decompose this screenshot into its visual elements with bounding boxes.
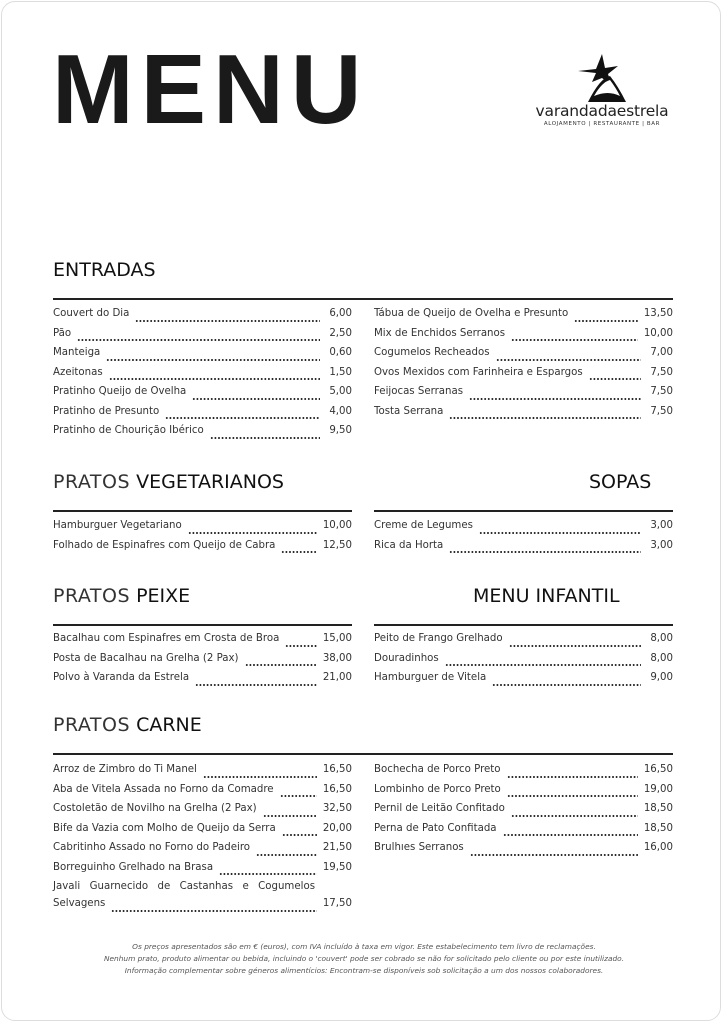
dot-leader [503, 834, 638, 836]
menu-item-name: Cabritinho Assado no Forno do Padeiro [53, 842, 251, 853]
menu-item [53, 540, 352, 560]
menu-item [374, 653, 673, 673]
menu-item-name: Borreguinho Grelhado na Brasa [53, 861, 214, 873]
menu-item [374, 308, 673, 328]
dot-leader [479, 532, 641, 534]
menu-item-name: Lombinho de Porco Preto [374, 783, 501, 795]
menu-item-price: 3,00 [650, 539, 673, 551]
menu-item-price: 16,50 [322, 764, 352, 775]
menu-item-name: Ovos Mexidos com Farinheira e Espargos [374, 366, 583, 378]
menu-item [53, 425, 352, 445]
dot-leader [449, 417, 641, 419]
menu-item-name: Hamburguer de Vitela [374, 672, 487, 683]
dot-leader [203, 776, 317, 778]
entradas-right-list [374, 308, 673, 425]
heading-light: PRATOS [53, 585, 131, 607]
menu-item-price: 9,50 [329, 425, 352, 436]
infantil-list [374, 633, 673, 692]
dot-leader [469, 398, 641, 400]
menu-item-price: 2,50 [329, 327, 352, 339]
menu-item-price: 12,50 [322, 539, 352, 551]
dot-leader [574, 320, 638, 322]
vegetarianos-list [53, 520, 352, 559]
menu-item-name: Feijocas Serranas [374, 386, 464, 397]
menu-item-name: Mix de Enchidos Serranos [374, 327, 506, 339]
menu-item-price: 16,00 [643, 842, 673, 853]
menu-item-name: Arroz de Zimbro do Ti Manel [53, 764, 197, 775]
divider [53, 510, 352, 512]
carne-left-list [53, 764, 352, 918]
footer-line: Informação complementar sobre géneros alimentícios: Encontram-se disponíveis sob solicitação a um dos nossos colaboradores. [124, 966, 604, 975]
heading-entradas [53, 261, 156, 280]
dot-leader [106, 359, 320, 361]
divider [374, 510, 673, 512]
menu-item-price: 6,00 [329, 308, 352, 319]
sopas-list [374, 520, 673, 559]
dot-leader [282, 834, 317, 836]
dot-leader [210, 437, 320, 439]
divider [53, 624, 352, 626]
dot-leader [77, 339, 320, 341]
menu-item-price: 7,00 [650, 347, 673, 358]
heading-text: SOPAS [589, 471, 652, 493]
heading-infantil [473, 587, 620, 606]
star-mountain-logo-icon [572, 52, 632, 104]
menu-item [53, 803, 352, 823]
menu-item [53, 784, 352, 804]
dot-leader [188, 532, 317, 534]
menu-item-name: Couvert do Dia [53, 308, 130, 319]
heading-sopas [589, 473, 651, 492]
menu-item [53, 862, 352, 882]
menu-item-name: Cogumelos Recheados [374, 347, 490, 358]
heading-light: PRATOS [53, 471, 131, 493]
dot-leader [511, 339, 638, 341]
menu-item-price: 19,50 [322, 861, 352, 873]
menu-item [53, 898, 352, 918]
menu-item [53, 672, 352, 692]
heading-text: MENU INFANTIL [473, 585, 620, 607]
dot-leader [511, 815, 638, 817]
carne-right-list [374, 764, 673, 862]
dot-leader [280, 795, 317, 797]
footer-line: Os preços apresentados são em € (euros), com IVA incluído à taxa em vigor. Este estabelecimento tem livro de reclamações. [132, 942, 596, 951]
heading-peixe [53, 587, 190, 606]
menu-item [53, 308, 352, 328]
menu-item [53, 653, 352, 673]
peixe-list [53, 633, 352, 692]
menu-item-name-line: Javali Guarnecido de Castanhas e Cogumelos [53, 881, 315, 892]
menu-item [374, 764, 673, 784]
heading-text: ENTRADAS [53, 259, 156, 281]
heading-carne [53, 716, 202, 735]
menu-item-price: 32,50 [322, 803, 352, 814]
menu-item-name: Pratinho de Chourição Ibérico [53, 425, 204, 436]
menu-item [53, 347, 352, 367]
dot-leader [589, 378, 641, 380]
menu-item-price: 9,00 [650, 672, 673, 683]
menu-item-name: Douradinhos [374, 652, 439, 664]
menu-item-name: Bife da Vazia com Molho de Queijo da Serra [53, 822, 276, 834]
menu-item-name: Pratinho Queijo de Ovelha [53, 386, 187, 397]
dot-leader [281, 551, 316, 553]
menu-item-price: 1,50 [329, 366, 352, 378]
menu-item-price: 8,00 [650, 652, 673, 664]
menu-item-name: Bacalhau com Espinafres em Crosta de Broa [53, 633, 280, 644]
dot-leader [195, 684, 317, 686]
menu-item-price: 10,00 [643, 327, 673, 339]
logo-tagline: ALOJAMENTO | RESTAURANTE | BAR [543, 121, 661, 127]
divider [53, 298, 673, 300]
menu-item-name: Costoletão de Novilho na Grelha (2 Pax) [53, 803, 257, 814]
dot-leader [449, 551, 641, 553]
heading-light: PRATOS [53, 714, 131, 736]
menu-item-price: 16,50 [322, 783, 352, 795]
menu-item-name: Tábua de Queijo de Ovelha e Presunto [374, 308, 569, 319]
menu-item-price: 13,50 [643, 308, 673, 319]
dot-leader [263, 815, 317, 817]
menu-page [1, 1, 721, 1021]
dot-leader [192, 398, 320, 400]
dot-leader [496, 359, 641, 361]
dot-leader [109, 378, 320, 380]
dot-leader [135, 320, 320, 322]
dot-leader [492, 684, 641, 686]
menu-item-price: 5,00 [329, 386, 352, 397]
dot-leader [219, 873, 317, 875]
dot-leader [509, 645, 641, 647]
menu-item-price: 38,00 [322, 652, 352, 664]
menu-item [374, 540, 673, 560]
menu-item [53, 367, 352, 387]
menu-item-name: Tosta Serrana [374, 405, 444, 417]
menu-item-price: 16,50 [643, 764, 673, 775]
menu-item [374, 842, 673, 862]
dot-leader [470, 854, 638, 856]
menu-item-name: Perna de Pato Confitada [374, 822, 497, 834]
menu-item-price: 4,00 [329, 405, 352, 417]
menu-item [374, 328, 673, 348]
dot-leader [111, 910, 316, 912]
dot-leader [507, 776, 638, 778]
menu-item-price: 3,00 [650, 520, 673, 531]
menu-item-price: 15,00 [322, 633, 352, 644]
menu-item-price: 18,50 [643, 803, 673, 814]
divider [374, 624, 673, 626]
menu-item [53, 406, 352, 426]
menu-item-name: Pratinho de Presunto [53, 405, 160, 417]
menu-item-name: Bochecha de Porco Preto [374, 764, 501, 775]
menu-item-price: 7,50 [650, 386, 673, 397]
menu-item-name: Manteiga [53, 347, 101, 358]
menu-item [53, 823, 352, 843]
menu-title: MENU [52, 34, 369, 144]
menu-item-price: 21,00 [322, 672, 352, 683]
menu-item [374, 386, 673, 406]
footer-notes [2, 941, 724, 977]
footer-line: Nenhum prato, produto alimentar ou bebida, incluindo o 'couvert' pode ser cobrado se não for solicitado pelo cliente ou por este inutilizado. [103, 954, 625, 963]
menu-item-name: Pernil de Leitão Confitado [374, 803, 505, 814]
menu-item-price: 7,50 [650, 366, 673, 378]
menu-item-name: Posta de Bacalhau na Grelha (2 Pax) [53, 652, 239, 664]
menu-item-name: Hamburguer Vegetariano [53, 520, 182, 531]
menu-item-price: 7,50 [650, 405, 673, 417]
dot-leader [507, 795, 638, 797]
menu-item [374, 347, 673, 367]
menu-item-name: Peito de Frango Grelhado [374, 633, 503, 644]
menu-item-price: 17,50 [322, 898, 352, 909]
menu-item [374, 520, 673, 540]
menu-item-price: 20,00 [322, 822, 352, 834]
menu-item [374, 784, 673, 804]
menu-item [53, 386, 352, 406]
menu-item [53, 328, 352, 348]
menu-item [374, 367, 673, 387]
menu-item [53, 842, 352, 862]
menu-item [374, 406, 673, 426]
menu-item [53, 520, 352, 540]
menu-item-name: Brulhıes Serranos [374, 842, 464, 853]
menu-item-price: 21,50 [322, 842, 352, 853]
heading-bold: PEIXE [136, 585, 191, 607]
dot-leader [245, 664, 317, 666]
menu-item-name: Polvo à Varanda da Estrela [53, 672, 190, 683]
menu-item-price: 10,00 [322, 520, 352, 531]
menu-item-name: Pão [53, 327, 72, 339]
menu-item-price: 0,60 [329, 347, 352, 358]
dot-leader [285, 645, 317, 647]
menu-item-name: Creme de Legumes [374, 520, 473, 531]
menu-item [53, 764, 352, 784]
menu-item-name: Selvagens [53, 898, 106, 909]
menu-item-name: Azeitonas [53, 366, 103, 378]
menu-item-price: 18,50 [643, 822, 673, 834]
heading-bold: VEGETARIANOS [136, 471, 284, 493]
menu-item [374, 803, 673, 823]
heading-vegetarianos [53, 473, 284, 492]
menu-item [374, 672, 673, 692]
logo [522, 52, 682, 127]
divider [53, 753, 673, 755]
entradas-left-list [53, 308, 352, 445]
menu-item-name: Folhado de Espinafres com Queijo de Cabra [53, 539, 276, 551]
menu-item-price: 8,00 [650, 633, 673, 644]
menu-item-name: Aba de Vitela Assada no Forno da Comadre [53, 783, 274, 795]
dot-leader [445, 664, 641, 666]
menu-item-price: 19,00 [643, 783, 673, 795]
menu-item [374, 823, 673, 843]
dot-leader [165, 417, 320, 419]
menu-item [53, 633, 352, 653]
menu-item [374, 633, 673, 653]
dot-leader [256, 854, 317, 856]
logo-name: varandadaestrela [535, 102, 669, 120]
heading-bold: CARNE [136, 714, 202, 736]
menu-item-name: Rica da Horta [374, 539, 444, 551]
